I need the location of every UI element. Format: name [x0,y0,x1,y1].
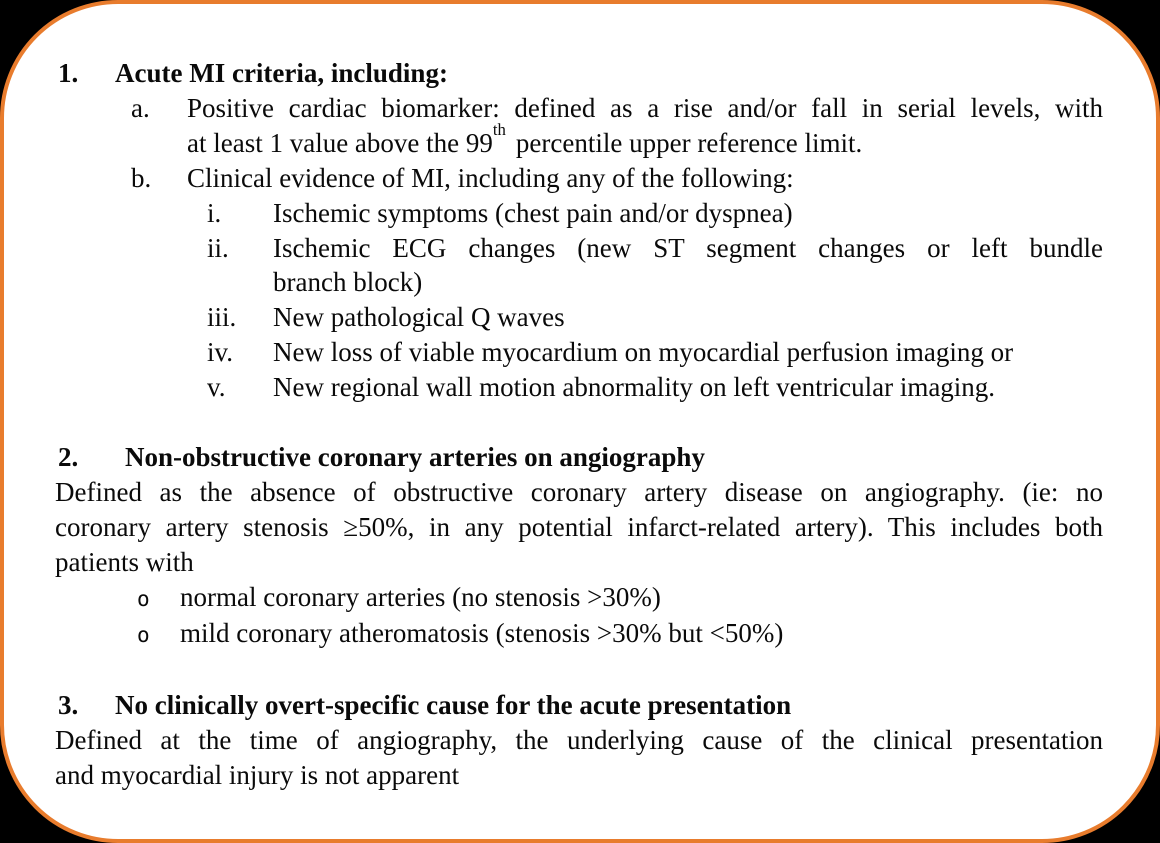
section-1-heading [58,56,1103,91]
list-item-ii [207,231,1103,301]
text-line: mild coronary atheromatosis (stenosis >30% but <50%) [180,618,784,649]
text-line: Ischemic ECG changes (new ST segment changes or left bundle [273,232,1103,263]
text-line: and myocardial injury is not apparent [55,760,460,791]
section-3-title: No clinically overt-specific cause for the acute presentation [115,690,792,721]
list-marker-v: v. [207,372,226,403]
text-line: normal coronary arteries (no stenosis >30%) [180,581,661,612]
bullet-item-normal-arteries [137,580,1103,617]
criteria-content [4,4,1156,793]
text-line: Ischemic symptoms (chest pain and/or dyspnea) [273,197,793,228]
text-line: Clinical evidence of MI, including any of the following: [187,162,794,193]
section-3-heading [58,688,1103,723]
text-line: Defined as the absence of obstructive coronary artery disease on angiography. (ie: no [55,476,1103,507]
list-item-v [207,370,1103,405]
blank-line [55,405,1103,440]
text-line: New regional wall motion abnormality on left ventricular imaging. [273,372,996,403]
section-2-title: Non-obstructive coronary arteries on angiography [125,441,705,472]
list-item-iii [207,300,1103,335]
bullet-item-mild-atheromatosis [137,616,1103,653]
superscript-th: th [492,119,506,139]
section-1-title: Acute MI criteria, including: [115,58,448,88]
list-marker-a: a. [131,92,150,123]
list-marker-iv: iv. [207,337,233,368]
text-line: New pathological Q waves [273,302,565,333]
text-segment: at least 1 value above the 99 [187,127,493,158]
section-1-number: 1. [58,58,79,88]
list-item-a [131,91,1103,161]
circle-bullet-icon: o [137,586,150,611]
text-line: coronary artery stenosis ≥50%, in any potential infarct-related artery). This includes both [55,511,1103,542]
text-line: New loss of viable myocardium on myocardial perfusion imaging or [273,337,1014,368]
text-line: patients with [55,546,194,577]
list-item-iv [207,335,1103,370]
section-2-number: 2. [58,441,79,472]
text-line: Positive cardiac biomarker: defined as a rise and/or fall in serial levels, with [187,92,1103,123]
text-line: Defined at the time of angiography, the underlying cause of the clinical presentation [55,725,1103,756]
list-marker-i: i. [207,197,222,228]
text-segment: percentile upper reference limit. [515,127,863,158]
text-line: branch block) [273,267,423,298]
circle-bullet-icon: o [137,623,150,648]
list-item-i [207,196,1103,231]
list-marker-iii: iii. [207,302,237,333]
list-item-b [131,161,1103,196]
list-marker-ii: ii. [207,232,229,263]
list-marker-b: b. [131,162,152,193]
section-3-number: 3. [58,690,79,721]
blank-line [55,653,1103,688]
section-2-heading [58,440,1103,475]
text-line [187,119,1103,161]
